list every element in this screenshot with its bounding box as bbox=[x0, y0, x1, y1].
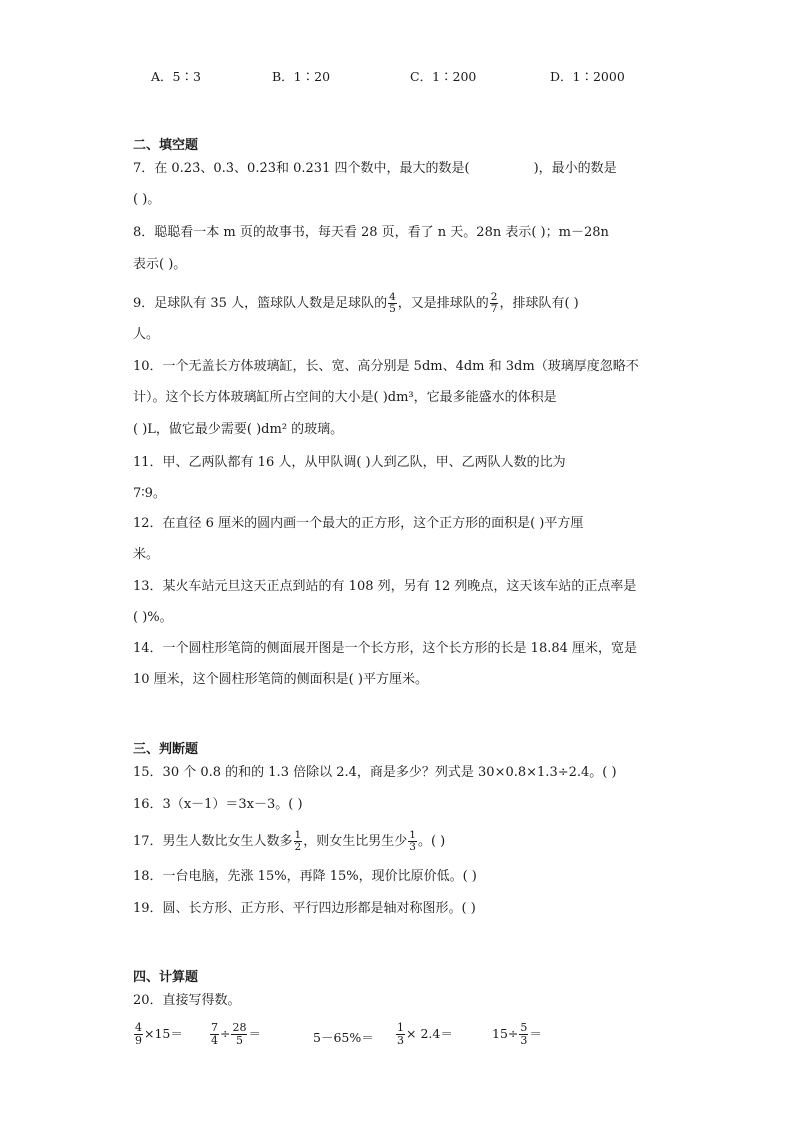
question-9-line-2: 人。 bbox=[133, 327, 160, 342]
question-13-line-2: ( )%。 bbox=[133, 610, 173, 625]
question-14-line-2: 10 厘米，这个圆柱形笔筒的侧面积是( )平方厘米。 bbox=[133, 672, 428, 687]
calc-item-5: 15÷ $\frac{5}{3}$ ＝ bbox=[492, 1021, 542, 1047]
question-11-line-2: 7∶9。 bbox=[133, 486, 166, 501]
question-8-line-1: 8．聪聪看一本 m 页的故事书，每天看 28 页，看了 n 天。28n 表示( )；m－28n bbox=[133, 225, 609, 240]
fraction-4-5: $\frac{4}{5}$ bbox=[389, 291, 396, 315]
question-11-line-1: 11．甲、乙两队都有 16 人，从甲队调( )人到乙队，甲、乙两队人数的比为 bbox=[133, 455, 566, 470]
question-13-line-1: 13．某火车站元旦这天正点到站的有 108 列，另有 12 列晚点，这天该车站的正点率是 bbox=[133, 579, 637, 594]
option-d: D．1∶2000 bbox=[550, 69, 625, 84]
question-17: 17．男生人数比女生人数多 $\frac{1}{2}$ ，则女生比男生少 $\frac{1}{3}$ 。( ) bbox=[133, 829, 446, 853]
option-c: C．1∶200 bbox=[410, 69, 477, 84]
question-14-line-1: 14．一个圆柱形笔筒的侧面展开图是一个长方形，这个长方形的长是 18.84 厘米，宽是 bbox=[133, 641, 638, 656]
question-7-line-1: 7．在 0.23̇、0.3̇、0.2̇3̇和 0.231 四个数中，最大的数是( )，最小的数是 bbox=[133, 161, 617, 176]
question-18: 18．一台电脑，先涨 15%，再降 15%，现价比原价低。( ) bbox=[133, 869, 477, 884]
section-title-fill-in: 二、填空题 bbox=[133, 138, 199, 153]
question-20: 20．直接写得数。 bbox=[133, 993, 241, 1008]
question-15: 15．30 个 0.8 的和的 1.3 倍除以 2.4，商是多少？列式是 30×0.8×1.3÷2.4。( ) bbox=[133, 765, 617, 780]
option-b: B．1∶20 bbox=[272, 69, 331, 84]
question-8-line-2: 表示( )。 bbox=[133, 257, 187, 272]
question-12-line-2: 米。 bbox=[133, 547, 160, 562]
fraction-2-7: $\frac{2}{7}$ bbox=[490, 291, 498, 315]
calc-item-4: $\frac{1}{3}$ × 2.4＝ bbox=[397, 1021, 453, 1047]
option-a: A．5∶3 bbox=[151, 69, 201, 84]
calc-item-3: 5－65%＝ bbox=[313, 1030, 374, 1045]
question-16: 16．3（x－1）＝3x－3。( ) bbox=[133, 797, 303, 812]
question-9-line-1: 9．足球队有 35 人，篮球队人数是足球队的 $\frac{4}{5}$ ，又是排球队的 $\frac{2}{7}$ ，排球队有( ) bbox=[133, 291, 579, 315]
question-10-line-2: 计）。这个长方体玻璃缸所占空间的大小是( )dm³，它最多能盛水的体积是 bbox=[133, 390, 557, 405]
question-12-line-1: 12．在直径 6 厘米的圆内画一个最大的正方形，这个正方形的面积是( )平方厘 bbox=[133, 516, 584, 531]
question-7-line-2: ( )。 bbox=[133, 192, 161, 207]
section-title-judgement: 三、判断题 bbox=[133, 742, 199, 757]
section-title-calculation: 四、计算题 bbox=[133, 970, 199, 985]
calc-item-2: $\frac{7}{4}$ ÷ $\frac{28}{5}$ ＝ bbox=[211, 1021, 261, 1047]
calc-item-1: $\frac{4}{9}$ ×15＝ bbox=[135, 1021, 183, 1047]
question-19: 19．圆、长方形、正方形、平行四边形都是轴对称图形。( ) bbox=[133, 901, 476, 916]
question-10-line-3: ( )L，做它最少需要( )dm² 的玻璃。 bbox=[133, 422, 344, 437]
fraction-1-3: $\frac{1}{3}$ bbox=[409, 829, 416, 853]
question-10-line-1: 10．一个无盖长方体玻璃缸，长、宽、高分别是 5dm、4dm 和 3dm（玻璃厚度忽略不 bbox=[133, 359, 639, 374]
fraction-1-2: $\frac{1}{2}$ bbox=[294, 829, 302, 853]
